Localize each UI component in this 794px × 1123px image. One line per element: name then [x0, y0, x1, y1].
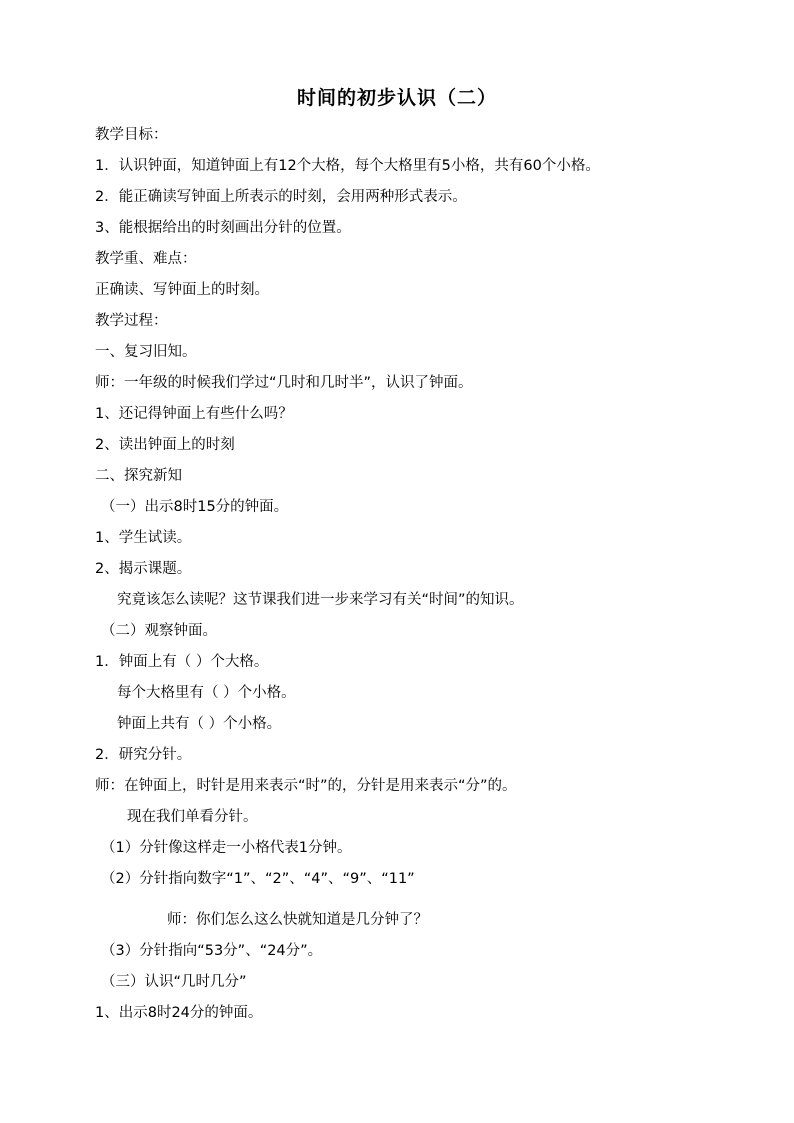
process-item: 钟面上共有（ ）个小格。 — [117, 716, 282, 732]
process-item: 1、还记得钟面上有些什么吗？ — [95, 406, 293, 422]
document-title: 时间的初步认识（二） — [296, 87, 497, 109]
section-heading-key-points: 教学重、难点： — [95, 251, 197, 267]
process-heading: 一、复习旧知。 — [95, 344, 197, 360]
teacher-line: 师：一年级的时候我们学过“几时和几时半”，认识了钟面。 — [95, 375, 473, 391]
process-item: 2、读出钟面上的时刻 — [95, 437, 235, 453]
objective-item: 3、能根据给出的时刻画出分针的位置。 — [95, 220, 351, 236]
process-item: 2、揭示课题。 — [95, 561, 192, 577]
key-point-text: 正确读、写钟面上的时刻。 — [95, 282, 269, 298]
process-item: 1、出示8时24分的钟面。 — [95, 1005, 263, 1021]
section-heading-objectives: 教学目标： — [95, 127, 168, 143]
process-heading: 二、探究新知 — [95, 468, 182, 484]
process-item: 2．研究分针。 — [95, 747, 192, 763]
teacher-line: 师：你们怎么这么快就知道是几分钟了？ — [167, 912, 428, 928]
document-body — [95, 120, 735, 1029]
objective-item: 2．能正确读写钟面上所表示的时刻，会用两种形式表示。 — [95, 189, 467, 205]
paragraph-text: 现在我们单看分针。 — [127, 809, 258, 825]
sub-heading: （一）出示8时15分的钟面。 — [101, 499, 289, 515]
sub-heading: （二）观察钟面。 — [101, 623, 217, 639]
process-item: 1、学生试读。 — [95, 530, 192, 546]
process-item: （3）分针指向“53分”、“24分”。 — [101, 943, 323, 959]
objective-item: 1．认识钟面，知道钟面上有12个大格，每个大格里有5小格，共有60个小格。 — [95, 158, 600, 174]
section-heading-process: 教学过程： — [95, 313, 168, 329]
process-item: 每个大格里有（ ）个小格。 — [117, 685, 296, 701]
sub-heading: （三）认识“几时几分” — [101, 974, 247, 990]
process-item: （2）分针指向数字“1”、“2”、“4”、“9”、“11” — [101, 871, 415, 887]
paragraph-text: 究竟该怎么读呢？这节课我们进一步来学习有关“时间”的知识。 — [117, 592, 524, 608]
process-item: 1．钟面上有（ ）个大格。 — [95, 654, 269, 670]
teacher-line: 师：在钟面上，时针是用来表示“时”的，分针是用来表示“分”的。 — [95, 778, 517, 794]
process-item: （1）分针像这样走一小格代表1分钟。 — [101, 840, 352, 856]
